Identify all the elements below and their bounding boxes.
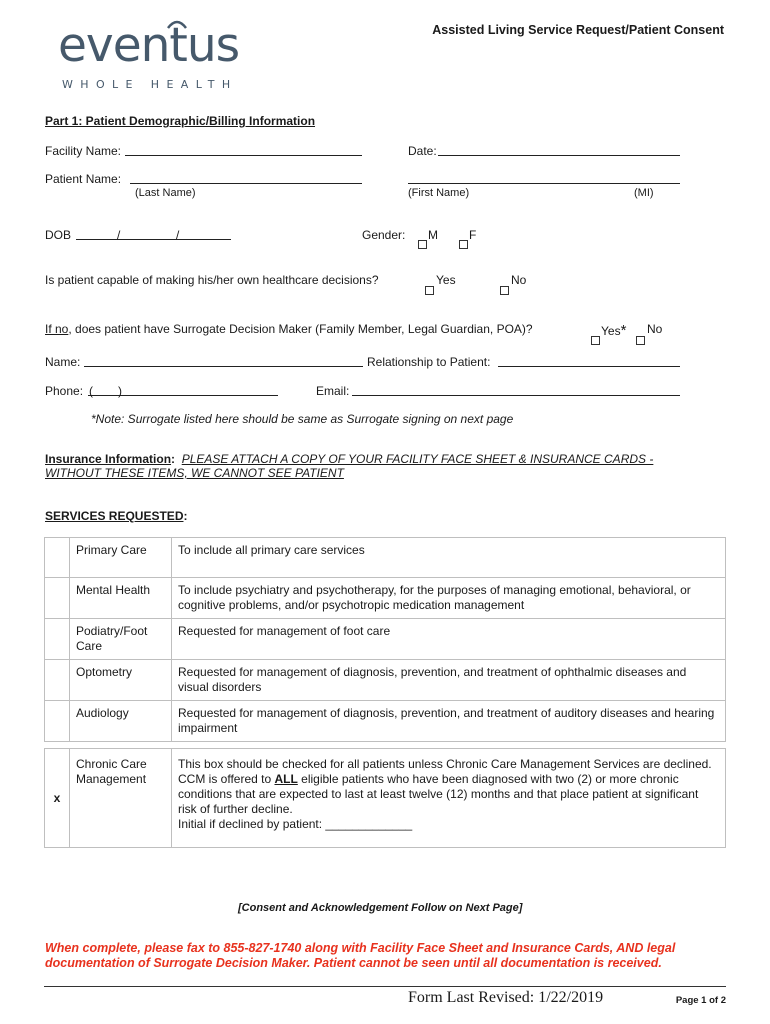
footer-divider <box>44 986 726 987</box>
ccm-desc-a: This box should be checked for all patients unless Chronic Care Management Services are declined. CCM is offered to <box>178 757 712 786</box>
dob-field[interactable] <box>76 239 231 240</box>
service-description: Requested for management of diagnosis, prevention, and treatment of auditory diseases and hearing impairment <box>172 701 726 742</box>
gender-m-label: M <box>428 228 438 242</box>
facility-name-field[interactable] <box>125 155 362 156</box>
service-name: Audiology <box>70 701 172 742</box>
insurance-label: Insurance Information <box>45 452 172 466</box>
mi-caption: (MI) <box>634 187 654 199</box>
phone-paren-open: ( <box>89 384 93 398</box>
email-label: Email: <box>316 384 350 398</box>
dob-separator-1: / <box>117 228 121 242</box>
patient-last-name-field[interactable] <box>130 183 362 184</box>
ccm-desc-b: eligible patients who have been diagnosed with two (2) or more chronic conditions that are expected to last at least twelve (12) months and that place patient at significant risk of further decline. <box>178 772 699 816</box>
fax-instruction-2: documentation of Surrogate Decision Maker. Patient cannot be seen until all documentation is received. <box>45 956 662 970</box>
surrogate-if-no: If no <box>45 322 69 336</box>
insurance-colon: : <box>171 452 176 466</box>
capable-question: Is patient capable of making his/her own healthcare decisions? <box>45 273 379 287</box>
services-heading-text: SERVICES REQUESTED <box>45 509 184 523</box>
service-description: Requested for management of diagnosis, prevention, and treatment of ophthalmic diseases and visual disorders <box>172 660 726 701</box>
service-row-podiatry <box>45 619 726 660</box>
gender-m-checkbox[interactable] <box>418 240 427 249</box>
surrogate-name-label: Name: <box>45 355 81 369</box>
facility-name-label: Facility Name: <box>45 144 122 158</box>
surrogate-no-checkbox[interactable] <box>636 336 645 345</box>
dob-label: DOB <box>45 228 72 242</box>
phone-label: Phone: <box>45 384 84 398</box>
relationship-label: Relationship to Patient: <box>367 355 491 369</box>
capable-yes-label: Yes <box>436 273 456 287</box>
service-name: Optometry <box>70 660 172 701</box>
logo-subtitle: WHOLE HEALTH <box>62 78 238 91</box>
gender-label: Gender: <box>362 228 406 242</box>
surrogate-yes-text: Yes <box>601 324 621 338</box>
surrogate-name-field[interactable] <box>84 366 363 367</box>
service-description: To include all primary care services <box>172 538 726 578</box>
surrogate-yes-checkbox[interactable] <box>591 336 600 345</box>
last-name-caption: (Last Name) <box>135 187 196 199</box>
services-heading-colon: : <box>183 509 188 523</box>
ccm-service-name: Chronic Care Management <box>70 749 172 848</box>
service-row-mental-health <box>45 578 726 619</box>
patient-name-label: Patient Name: <box>45 172 122 186</box>
ccm-description <box>172 749 726 848</box>
consent-follow-note: [Consent and Acknowledgement Follow on Next Page] <box>238 902 523 914</box>
capable-yes-checkbox[interactable] <box>425 286 434 295</box>
surrogate-star: * <box>620 322 627 339</box>
ccm-checkbox[interactable]: x <box>45 749 70 848</box>
ccm-desc-all: ALL <box>274 772 298 786</box>
service-name: Mental Health <box>70 578 172 619</box>
surrogate-note: *Note: Surrogate listed here should be same as Surrogate signing on next page <box>91 412 514 426</box>
surrogate-yes-label <box>601 322 626 339</box>
insurance-text-2: WITHOUT THESE ITEMS, WE CANNOT SEE PATIENT <box>45 466 344 480</box>
gender-f-label: F <box>469 228 477 242</box>
service-row-optometry <box>45 660 726 701</box>
email-field[interactable] <box>352 395 680 396</box>
surrogate-question-text: , does patient have Surrogate Decision Maker (Family Member, Legal Guardian, POA)? <box>68 322 533 336</box>
ccm-table <box>44 748 726 848</box>
service-name: Podiatry/Foot Care <box>70 619 172 660</box>
gender-f-checkbox[interactable] <box>459 240 468 249</box>
surrogate-no-label: No <box>647 322 663 336</box>
phone-field[interactable] <box>88 395 278 396</box>
part1-heading: Part 1: Patient Demographic/Billing Information <box>45 114 316 128</box>
service-description: To include psychiatry and psychotherapy, for the purposes of managing emotional, behavioral, or cognitive problems, and/or psychotropic medication management <box>172 578 726 619</box>
service-row-primary-care <box>45 538 726 578</box>
phone-paren-close: ) <box>118 384 122 398</box>
page-number: Page 1 of 2 <box>675 995 726 1006</box>
patient-first-name-field[interactable] <box>408 183 680 184</box>
logo-arc-icon <box>166 18 188 30</box>
services-table <box>44 537 726 742</box>
surrogate-question <box>45 322 533 336</box>
ccm-initial: Initial if declined by patient: _____________ <box>178 817 413 831</box>
service-checkbox[interactable] <box>45 578 70 619</box>
first-name-caption: (First Name) <box>408 187 470 199</box>
document-title: Assisted Living Service Request/Patient Consent <box>432 23 724 37</box>
insurance-text-1: PLEASE ATTACH A COPY OF YOUR FACILITY FACE SHEET & INSURANCE CARDS - <box>181 452 654 466</box>
service-checkbox[interactable] <box>45 701 70 742</box>
eventus-logo: eventus <box>58 18 240 73</box>
date-field[interactable] <box>438 155 680 156</box>
fax-instruction-1: When complete, please fax to 855-827-1740 along with Facility Face Sheet and Insurance Cards, AND legal <box>45 941 676 955</box>
capable-no-label: No <box>511 273 527 287</box>
services-heading <box>45 509 187 523</box>
service-name: Primary Care <box>70 538 172 578</box>
service-row-audiology <box>45 701 726 742</box>
form-revised-date: Form Last Revised: 1/22/2019 <box>408 989 604 1006</box>
service-checkbox[interactable] <box>45 660 70 701</box>
service-description: Requested for management of foot care <box>172 619 726 660</box>
dob-separator-2: / <box>176 228 180 242</box>
relationship-field[interactable] <box>498 366 680 367</box>
service-checkbox[interactable] <box>45 619 70 660</box>
service-row-chronic-care <box>45 749 726 848</box>
capable-no-checkbox[interactable] <box>500 286 509 295</box>
service-checkbox[interactable] <box>45 538 70 578</box>
insurance-line-1 <box>45 452 653 466</box>
date-label: Date: <box>408 144 437 158</box>
